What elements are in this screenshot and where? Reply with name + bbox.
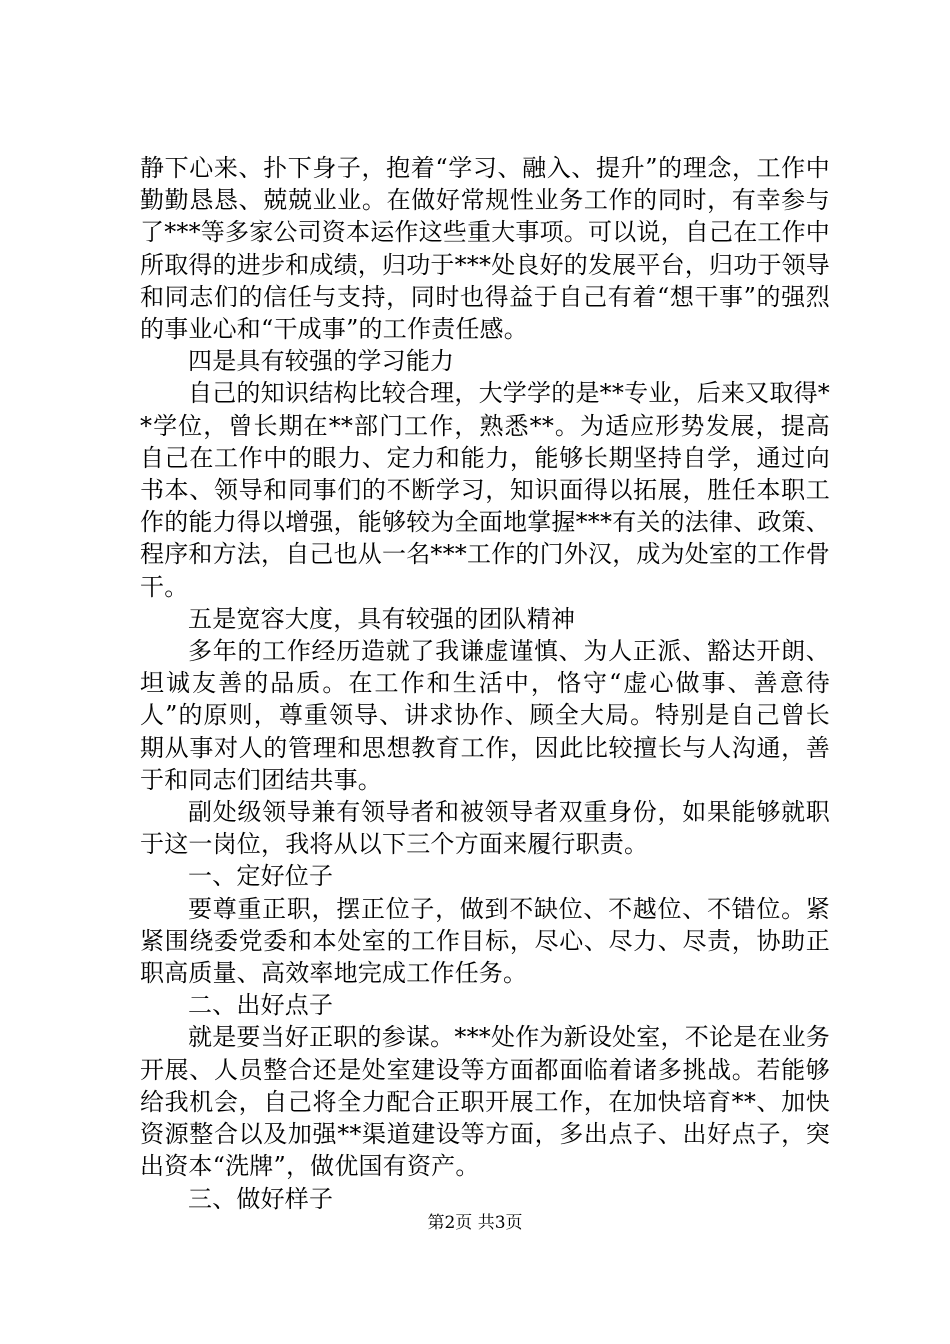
heading-position: 一、定好位子 <box>188 862 334 891</box>
paragraph-team-spirit: 多年的工作经历造就了我谦虚谨慎、为人正派、豁达开朗、坦诚友善的品质。在工作和生活中，恪守“虚心做事、善意待人”的原则，尊重领导、讲求协作、顾全大局。特别是自己曾长期从事对人的管理和思想教育工作，因此比较擅长与人沟通，善于和同志们团结共事。 <box>140 637 830 794</box>
page-number-footer: 第2页 共3页 <box>427 1213 523 1233</box>
heading-learning-ability: 四是具有较强的学习能力 <box>188 347 455 376</box>
document-body <box>140 152 830 1215</box>
paragraph-ideas: 就是要当好正职的参谋。***处作为新设处室，不论是在业务开展、人员整合还是处室建设等方面都面临着诸多挑战。若能够给我机会，自己将全力配合正职开展工作，在加快培育**、加快资源整合以及加强**渠道建设等方面，多出点子、出好点子，突出资本“洗牌”，做优国有资产。 <box>140 1023 830 1181</box>
heading-ideas: 二、出好点子 <box>188 991 334 1020</box>
paragraph-merit-summary: 静下心来、扑下身子，抱着“学习、融入、提升”的理念，工作中勤勤恳恳、兢兢业业。在做好常规性业务工作的同时，有幸参与了***等多家公司资本运作这些重大事项。可以说，自己在工作中所取得的进步和成绩，归功于***处良好的发展平台，归功于领导和同志们的信任与支持，同时也得益于自己有着“想干事”的强烈的事业心和“干成事”的工作责任感。 <box>140 154 830 344</box>
paragraph-learning-ability: 自己的知识结构比较合理，大学学的是**专业，后来又取得**学位，曾长期在**部门工作，熟悉**。为适应形势发展，提高自己在工作中的眼力、定力和能力，能够长期坚持自学，通过向书本、领导和同事们的不断学习，知识面得以拓展，胜任本职工作的能力得以增强，能够较为全面地掌握***有关的法律、政策、程序和方法，自己也从一名***工作的门外汉，成为处室的工作骨干。 <box>140 379 830 601</box>
heading-team-spirit: 五是宽容大度，具有较强的团队精神 <box>188 604 576 633</box>
paragraph-duties-intro: 副处级领导兼有领导者和被领导者双重身份，如果能够就职于这一岗位，我将从以下三个方面来履行职责。 <box>140 798 830 859</box>
paragraph-position: 要尊重正职，摆正位子，做到不缺位、不越位、不错位。紧紧围绕委党委和本处室的工作目标，尽心、尽力、尽责，协助正职高质量、高效率地完成工作任务。 <box>140 894 830 988</box>
heading-example: 三、做好样子 <box>188 1184 334 1213</box>
